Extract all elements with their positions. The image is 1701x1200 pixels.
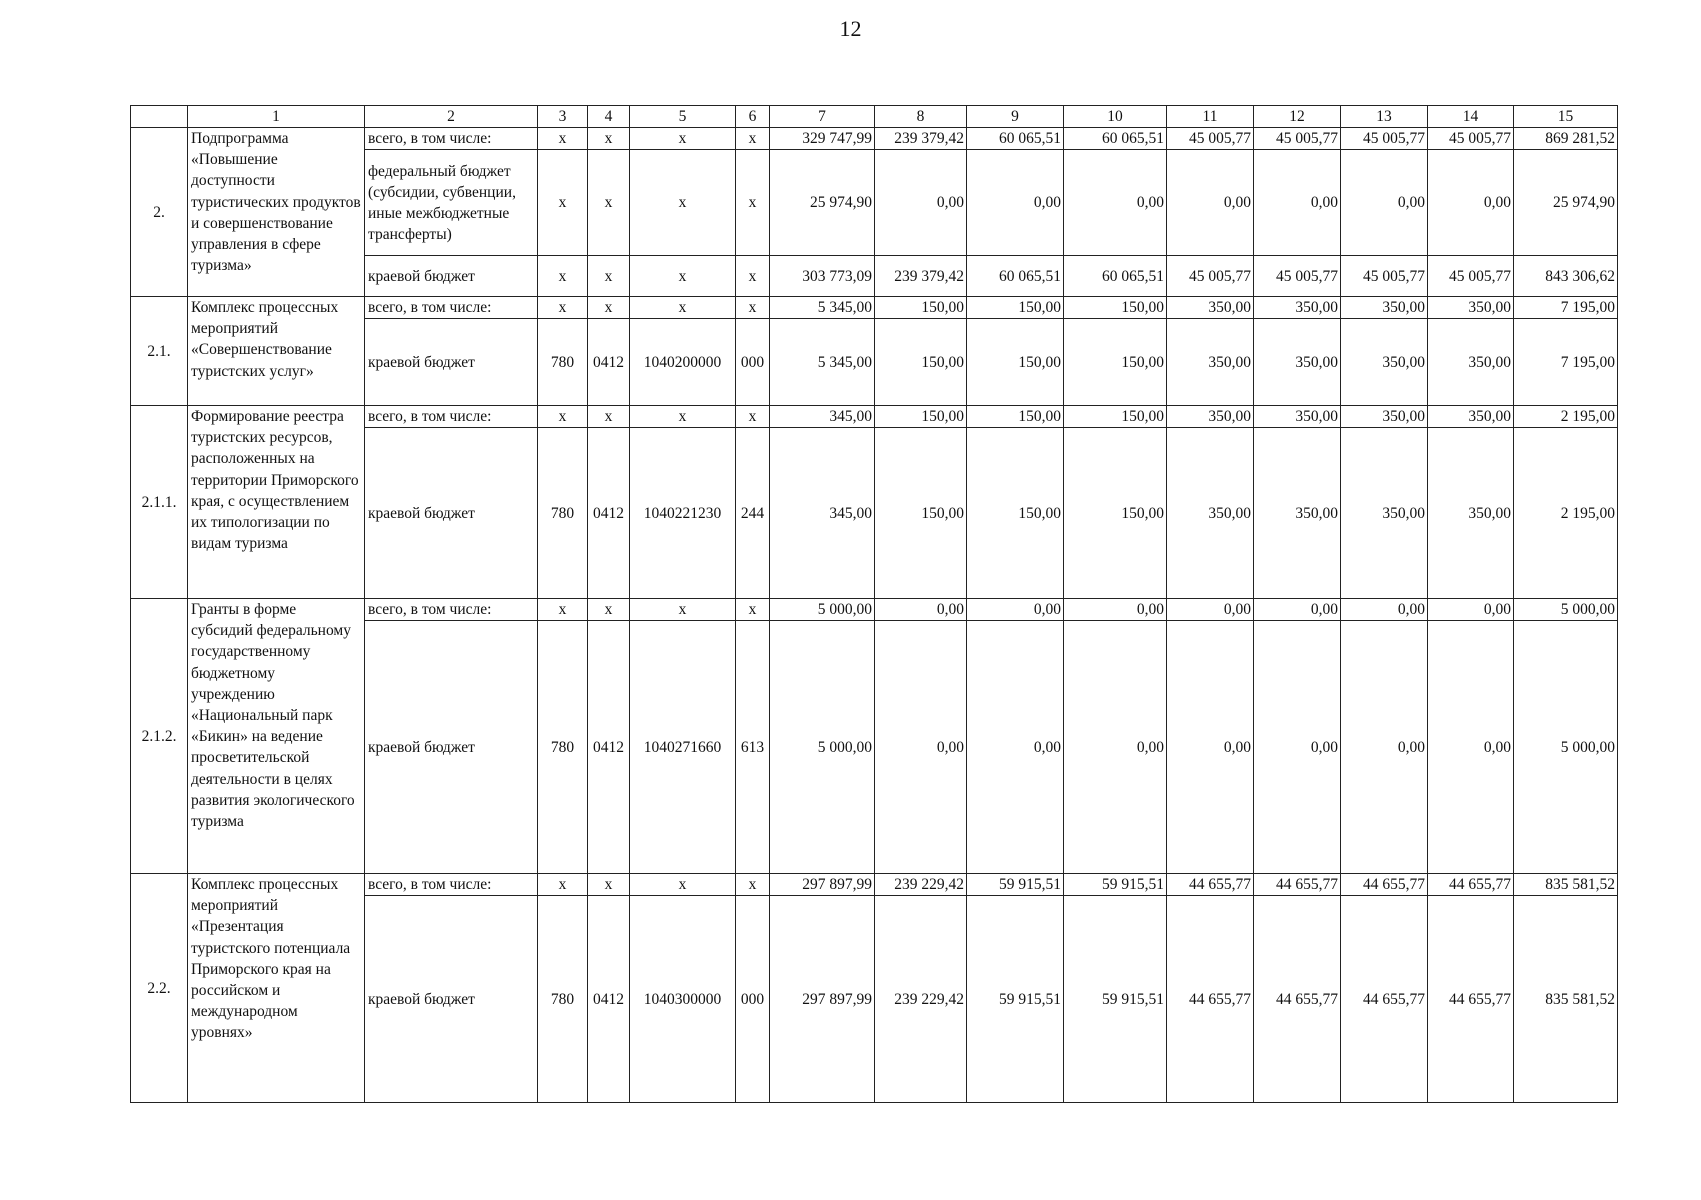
amount-cell: 0,00 [1167, 599, 1254, 621]
amount-cell: 0,00 [1167, 150, 1254, 256]
amount-cell: 0,00 [1341, 150, 1428, 256]
amount-cell: 60 065,51 [1064, 128, 1167, 150]
code-expense-type: x [736, 150, 770, 256]
amount-cell: 25 974,90 [1514, 150, 1618, 256]
amount-cell: 329 747,99 [770, 128, 875, 150]
amount-cell: 59 915,51 [967, 896, 1064, 1103]
funding-source: всего, в том числе: [365, 599, 538, 621]
code-section: x [588, 297, 630, 319]
amount-cell: 45 005,77 [1428, 128, 1514, 150]
amount-cell: 150,00 [967, 319, 1064, 406]
header-cell: 14 [1428, 106, 1514, 128]
code-section: 0412 [588, 896, 630, 1103]
amount-cell: 350,00 [1254, 428, 1341, 599]
amount-cell: 150,00 [1064, 406, 1167, 428]
amount-cell: 303 773,09 [770, 256, 875, 297]
code-expense-type: 000 [736, 319, 770, 406]
amount-cell: 843 306,62 [1514, 256, 1618, 297]
code-grbs: 780 [538, 428, 588, 599]
amount-cell: 5 000,00 [770, 599, 875, 621]
page-number: 12 [839, 16, 862, 41]
header-cell: 15 [1514, 106, 1618, 128]
program-name: Комплекс процессных мероприятий «Совершенствование туристских услуг» [188, 297, 365, 406]
amount-cell: 150,00 [875, 406, 967, 428]
code-section: 0412 [588, 621, 630, 874]
code-grbs: x [538, 874, 588, 896]
amount-cell: 350,00 [1341, 406, 1428, 428]
table-row [131, 406, 1618, 428]
amount-cell: 5 345,00 [770, 297, 875, 319]
code-section: x [588, 599, 630, 621]
amount-cell: 0,00 [967, 150, 1064, 256]
amount-cell: 150,00 [1064, 428, 1167, 599]
table-row [131, 297, 1618, 319]
amount-cell: 5 000,00 [1514, 599, 1618, 621]
amount-cell: 350,00 [1341, 319, 1428, 406]
amount-cell: 350,00 [1167, 319, 1254, 406]
code-grbs: 780 [538, 621, 588, 874]
amount-cell: 59 915,51 [967, 874, 1064, 896]
header-cell: 5 [630, 106, 736, 128]
amount-cell: 59 915,51 [1064, 874, 1167, 896]
amount-cell: 45 005,77 [1167, 128, 1254, 150]
code-grbs: x [538, 256, 588, 297]
amount-cell: 869 281,52 [1514, 128, 1618, 150]
header-cell: 4 [588, 106, 630, 128]
amount-cell: 44 655,77 [1254, 874, 1341, 896]
header-cell: 11 [1167, 106, 1254, 128]
header-cell: 1 [188, 106, 365, 128]
amount-cell: 0,00 [875, 621, 967, 874]
amount-cell: 45 005,77 [1428, 256, 1514, 297]
amount-cell: 0,00 [1341, 599, 1428, 621]
funding-source: краевой бюджет [365, 319, 538, 406]
amount-cell: 0,00 [875, 599, 967, 621]
header-cell: 9 [967, 106, 1064, 128]
amount-cell: 7 195,00 [1514, 319, 1618, 406]
code-section: x [588, 406, 630, 428]
code-expense-type: x [736, 128, 770, 150]
row-number: 2. [131, 128, 188, 297]
amount-cell: 60 065,51 [967, 128, 1064, 150]
funding-source: всего, в том числе: [365, 128, 538, 150]
amount-cell: 345,00 [770, 428, 875, 599]
code-grbs: x [538, 406, 588, 428]
program-name: Подпрограмма «Повышение доступности туристических продуктов и совершенствование управления в сфере туризма» [188, 128, 365, 297]
table-row [131, 874, 1618, 896]
code-expense-type: x [736, 599, 770, 621]
table-row [131, 599, 1618, 621]
program-name: Формирование реестра туристских ресурсов, расположенных на территории Приморского края, с осуществлением их типологизации по видам туризма [188, 406, 365, 599]
amount-cell: 0,00 [1428, 150, 1514, 256]
code-target: 1040271660 [630, 621, 736, 874]
amount-cell: 5 000,00 [1514, 621, 1618, 874]
amount-cell: 350,00 [1341, 428, 1428, 599]
amount-cell: 5 000,00 [770, 621, 875, 874]
header-cell: 2 [365, 106, 538, 128]
amount-cell: 44 655,77 [1167, 874, 1254, 896]
amount-cell: 350,00 [1254, 319, 1341, 406]
amount-cell: 44 655,77 [1428, 874, 1514, 896]
amount-cell: 0,00 [1428, 599, 1514, 621]
amount-cell: 0,00 [967, 599, 1064, 621]
amount-cell: 2 195,00 [1514, 428, 1618, 599]
code-grbs: 780 [538, 319, 588, 406]
amount-cell: 350,00 [1167, 406, 1254, 428]
row-number: 2.1. [131, 297, 188, 406]
header-cell: 7 [770, 106, 875, 128]
program-name: Гранты в форме субсидий федеральному государственному бюджетному учреждению «Национальный парк «Бикин» на ведение просветительской деятельности в целях развития экологического туризма [188, 599, 365, 874]
code-grbs: x [538, 297, 588, 319]
amount-cell: 150,00 [967, 428, 1064, 599]
amount-cell: 345,00 [770, 406, 875, 428]
funding-source: федеральный бюджет (субсидии, субвенции, иные межбюджетные трансферты) [365, 150, 538, 256]
amount-cell: 350,00 [1254, 297, 1341, 319]
amount-cell: 350,00 [1428, 319, 1514, 406]
amount-cell: 0,00 [1254, 599, 1341, 621]
amount-cell: 150,00 [1064, 297, 1167, 319]
amount-cell: 60 065,51 [1064, 256, 1167, 297]
amount-cell: 0,00 [875, 150, 967, 256]
code-expense-type: 613 [736, 621, 770, 874]
amount-cell: 350,00 [1254, 406, 1341, 428]
amount-cell: 0,00 [1254, 621, 1341, 874]
amount-cell: 44 655,77 [1167, 896, 1254, 1103]
amount-cell: 44 655,77 [1428, 896, 1514, 1103]
amount-cell: 0,00 [1064, 150, 1167, 256]
amount-cell: 150,00 [967, 406, 1064, 428]
amount-cell: 350,00 [1428, 297, 1514, 319]
code-target: x [630, 406, 736, 428]
header-cell: 3 [538, 106, 588, 128]
amount-cell: 59 915,51 [1064, 896, 1167, 1103]
amount-cell: 60 065,51 [967, 256, 1064, 297]
amount-cell: 150,00 [875, 297, 967, 319]
code-target: 1040200000 [630, 319, 736, 406]
funding-source: краевой бюджет [365, 621, 538, 874]
table-row [131, 128, 1618, 150]
amount-cell: 350,00 [1167, 297, 1254, 319]
amount-cell: 45 005,77 [1167, 256, 1254, 297]
code-target: x [630, 150, 736, 256]
amount-cell: 835 581,52 [1514, 896, 1618, 1103]
row-number: 2.1.1. [131, 406, 188, 599]
header-cell: 12 [1254, 106, 1341, 128]
code-target: x [630, 297, 736, 319]
code-expense-type: 000 [736, 896, 770, 1103]
code-section: x [588, 128, 630, 150]
funding-source: краевой бюджет [365, 256, 538, 297]
amount-cell: 45 005,77 [1341, 256, 1428, 297]
code-expense-type: 244 [736, 428, 770, 599]
amount-cell: 7 195,00 [1514, 297, 1618, 319]
code-target: 1040300000 [630, 896, 736, 1103]
code-section: x [588, 874, 630, 896]
code-expense-type: x [736, 256, 770, 297]
funding-source: всего, в том числе: [365, 874, 538, 896]
code-target: x [630, 256, 736, 297]
row-number: 2.2. [131, 874, 188, 1103]
code-grbs: x [538, 150, 588, 256]
amount-cell: 0,00 [1341, 621, 1428, 874]
code-expense-type: x [736, 874, 770, 896]
amount-cell: 5 345,00 [770, 319, 875, 406]
code-section: 0412 [588, 428, 630, 599]
amount-cell: 45 005,77 [1254, 256, 1341, 297]
budget-table [130, 105, 1618, 1103]
amount-cell: 25 974,90 [770, 150, 875, 256]
amount-cell: 350,00 [1167, 428, 1254, 599]
amount-cell: 350,00 [1428, 428, 1514, 599]
header-cell: 10 [1064, 106, 1167, 128]
amount-cell: 239 229,42 [875, 896, 967, 1103]
amount-cell: 44 655,77 [1341, 874, 1428, 896]
code-target: 1040221230 [630, 428, 736, 599]
header-cell: 13 [1341, 106, 1428, 128]
table-header [131, 106, 1618, 128]
amount-cell: 150,00 [875, 428, 967, 599]
amount-cell: 44 655,77 [1341, 896, 1428, 1103]
funding-source: краевой бюджет [365, 428, 538, 599]
amount-cell: 239 379,42 [875, 256, 967, 297]
program-name: Комплекс процессных мероприятий «Презентация туристского потенциала Приморского края на российском и международном уровнях» [188, 874, 365, 1103]
amount-cell: 45 005,77 [1254, 128, 1341, 150]
amount-cell: 150,00 [1064, 319, 1167, 406]
table-body [131, 128, 1618, 1103]
code-expense-type: x [736, 406, 770, 428]
amount-cell: 150,00 [875, 319, 967, 406]
amount-cell: 835 581,52 [1514, 874, 1618, 896]
code-section: x [588, 150, 630, 256]
header-cell: 6 [736, 106, 770, 128]
amount-cell: 2 195,00 [1514, 406, 1618, 428]
code-grbs: x [538, 128, 588, 150]
code-grbs: x [538, 599, 588, 621]
amount-cell: 0,00 [967, 621, 1064, 874]
amount-cell: 45 005,77 [1341, 128, 1428, 150]
amount-cell: 239 379,42 [875, 128, 967, 150]
amount-cell: 297 897,99 [770, 896, 875, 1103]
funding-source: всего, в том числе: [365, 297, 538, 319]
amount-cell: 297 897,99 [770, 874, 875, 896]
amount-cell: 350,00 [1341, 297, 1428, 319]
amount-cell: 150,00 [967, 297, 1064, 319]
code-section: 0412 [588, 319, 630, 406]
amount-cell: 44 655,77 [1254, 896, 1341, 1103]
amount-cell: 0,00 [1254, 150, 1341, 256]
amount-cell: 0,00 [1064, 599, 1167, 621]
funding-source: всего, в том числе: [365, 406, 538, 428]
amount-cell: 0,00 [1428, 621, 1514, 874]
code-section: x [588, 256, 630, 297]
code-grbs: 780 [538, 896, 588, 1103]
amount-cell: 0,00 [1064, 621, 1167, 874]
code-target: x [630, 874, 736, 896]
amount-cell: 239 229,42 [875, 874, 967, 896]
amount-cell: 350,00 [1428, 406, 1514, 428]
header-cell: 8 [875, 106, 967, 128]
header-cell [131, 106, 188, 128]
amount-cell: 0,00 [1167, 621, 1254, 874]
code-expense-type: x [736, 297, 770, 319]
code-target: x [630, 599, 736, 621]
funding-source: краевой бюджет [365, 896, 538, 1103]
code-target: x [630, 128, 736, 150]
row-number: 2.1.2. [131, 599, 188, 874]
